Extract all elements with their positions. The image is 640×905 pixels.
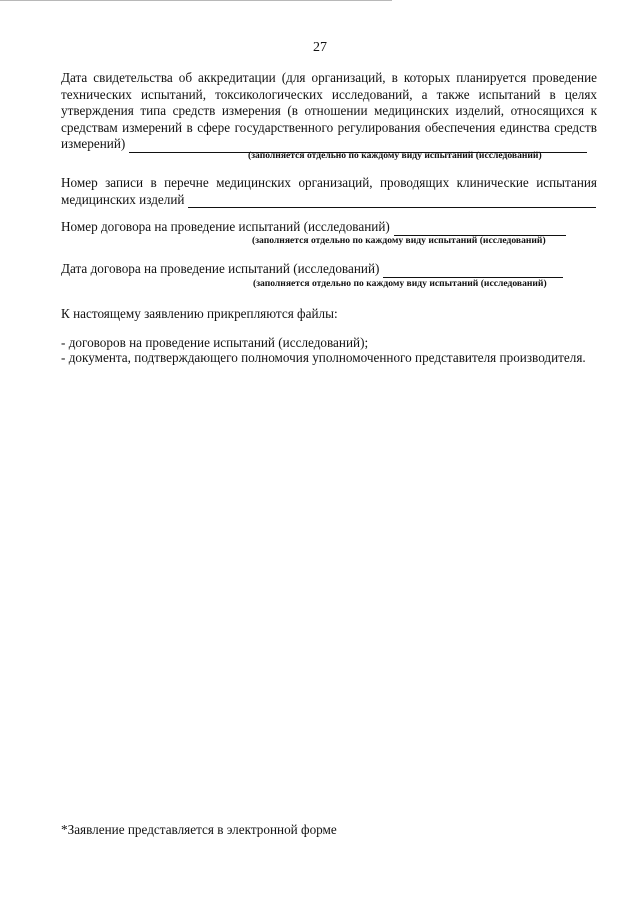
attachments-intro: К настоящему заявлению прикрепляются файлы: bbox=[61, 306, 338, 321]
registry-label: медицинских изделий bbox=[61, 191, 185, 207]
page-number: 27 bbox=[313, 40, 327, 55]
accreditation-line-1: Дата свидетельства об аккредитации (для организаций, в которых планируется проведение bbox=[61, 70, 597, 85]
contract-date-hint: (заполняется отдельно по каждому виду испытаний (исследований) bbox=[253, 278, 547, 289]
footnote: *Заявление представляется в электронной форме bbox=[61, 822, 337, 837]
attachment-item-2: - документа, подтверждающего полномочия уполномоченного представителя производителя. bbox=[61, 350, 586, 365]
accreditation-line-2: технических испытаний, токсикологических исследований, а также испытаний в целях bbox=[61, 86, 597, 102]
contract-number-label: Номер договора на проведение испытаний (исследований) bbox=[61, 219, 390, 234]
contract-date-label: Дата договора на проведение испытаний (исследований) bbox=[61, 261, 380, 276]
contract-number-row bbox=[61, 219, 566, 236]
attachment-item-1: - договоров на проведение испытаний (исследований); bbox=[61, 335, 369, 350]
accreditation-date-label: измерений) bbox=[61, 136, 126, 151]
accreditation-line-4: средствам измерений в сфере государственного регулирования обеспечения единства средств bbox=[61, 119, 597, 135]
registry-number-field[interactable] bbox=[188, 195, 596, 208]
registry-paragraph bbox=[61, 175, 597, 208]
contract-date-field[interactable] bbox=[383, 265, 563, 278]
contract-number-field[interactable] bbox=[394, 223, 566, 236]
registry-row bbox=[61, 192, 597, 209]
accreditation-hint: (заполняется отдельно по каждому виду испытаний (исследований) bbox=[248, 150, 542, 161]
top-border-line bbox=[0, 0, 392, 1]
contract-number-hint: (заполняется отдельно по каждому виду испытаний (исследований) bbox=[252, 235, 546, 246]
registry-line-1: Номер записи в перечне медицинских организаций, проводящих клинические испытания bbox=[61, 175, 597, 190]
accreditation-line-3: утверждения типа средств измерения (в отношении медицинских изделий, относящихся к bbox=[61, 103, 597, 118]
accreditation-paragraph bbox=[61, 70, 597, 153]
contract-date-row bbox=[61, 261, 563, 278]
